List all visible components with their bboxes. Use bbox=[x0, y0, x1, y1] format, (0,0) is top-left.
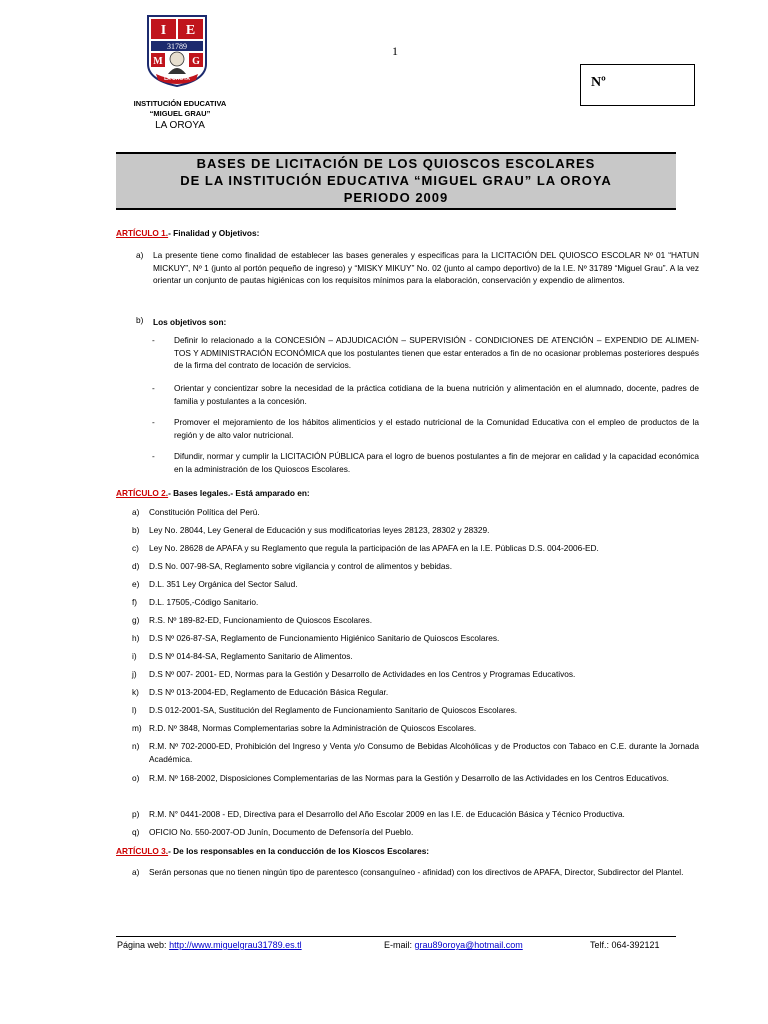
article1-title: - Finalidad y Objetivos: bbox=[168, 228, 260, 238]
legal-marker: j) bbox=[132, 669, 137, 679]
legal-item: D.S Nº 014-84-SA, Reglamento Sanitario de Alimentos. bbox=[149, 651, 353, 661]
footer-web bbox=[117, 940, 302, 951]
legal-item: R.M. N° 0441-2008 - ED, Directiva para el Desarrollo del Año Escolar 2009 en las I.E. de Educación Básica y Técnico Productiva. bbox=[149, 809, 625, 819]
legal-marker: d) bbox=[132, 561, 140, 571]
legal-marker: m) bbox=[132, 723, 142, 733]
article2-label: ARTÍCULO 2. bbox=[116, 488, 169, 498]
footer-email-label: E-mail: bbox=[384, 940, 413, 950]
article3-a-marker: a) bbox=[132, 867, 140, 877]
crest-letter: E bbox=[185, 23, 196, 38]
legal-marker: h) bbox=[132, 633, 140, 643]
legal-marker: i) bbox=[132, 651, 137, 661]
legal-marker: k) bbox=[132, 687, 139, 697]
website-link[interactable]: http://www.miguelgrau31789.es.tl bbox=[169, 940, 302, 950]
objective-item: Promover el mejoramiento de los hábitos alimenticios y el estado nutricional de la Comunidad Educativa con el empleo de productos de la región y de alto valor nutricional. bbox=[174, 417, 699, 440]
crest-letter: G bbox=[192, 56, 200, 67]
number-box-label: Nº bbox=[591, 75, 606, 90]
legal-item: OFICIO No. 550-2007-OD Junín, Documento de Defensoría del Pueblo. bbox=[149, 827, 414, 837]
crest-letter: I bbox=[160, 23, 167, 38]
legal-marker: e) bbox=[132, 579, 140, 589]
legal-item: D.S No. 007-98-SA, Reglamento sobre vigilancia y control de alimentos y bebidas. bbox=[149, 561, 452, 571]
legal-marker: g) bbox=[132, 615, 140, 625]
legal-marker: c) bbox=[132, 543, 139, 553]
legal-item: Ley No. 28044, Ley General de Educación y sus modificatorias leyes 28123, 28302 y 28329. bbox=[149, 525, 490, 535]
article1-b-heading: Los objetivos son: bbox=[153, 317, 227, 327]
legal-item: D.S Nº 013-2004-ED, Reglamento de Educación Básica Regular. bbox=[149, 687, 389, 697]
page-number: 1 bbox=[392, 44, 398, 58]
institution-line2: “MIGUEL GRAU” bbox=[149, 109, 211, 118]
school-crest-logo bbox=[146, 14, 208, 88]
article3-label: ARTÍCULO 3. bbox=[116, 846, 169, 856]
legal-item: D.L. 17505,-Código Sanitario. bbox=[149, 597, 259, 607]
legal-item: D.S Nº 026-87-SA, Reglamento de Funcionamiento Higiénico Sanitario de Quioscos Escolares. bbox=[149, 633, 500, 643]
objective-bullet: - bbox=[152, 417, 155, 427]
footer-phone: Telf.: 064-392121 bbox=[590, 940, 660, 950]
article1-a-text: La presente tiene como finalidad de establecer las bases generales y especificas para la LICITACIÓN DEL QUIOSCO ESCOLAR Nº 01 “HATUN MICKUY”, Nº 1 (junto al portón pequeño de ingreso) y “MISKY MIKUY” No. 02 (junto al campo deportivo) de la I.E. Nº 31789 “Miguel Grau”. A la vez orientar un conjunto de pautas higiénicas con los requisitos mínimos para la elaboración, conservación y expendio de alimentos. bbox=[153, 250, 699, 285]
legal-item: R.D. Nº 3848, Normas Complementarias sobre la Administración de Quioscos Escolares. bbox=[149, 723, 477, 733]
objective-bullet: - bbox=[152, 451, 155, 461]
article3-heading bbox=[116, 845, 429, 858]
article2-title: - Bases legales.- Está amparado en: bbox=[168, 488, 310, 498]
crest-ribbon-text: LA OROYA bbox=[164, 76, 190, 82]
crest-number: 31789 bbox=[167, 42, 187, 51]
legal-item: D.S Nº 007- 2001- ED, Normas para la Gestión y Desarrollo de Actividades en los Centros y Programas Educativos. bbox=[149, 669, 576, 679]
article2-heading bbox=[116, 487, 310, 500]
crest-letter: M bbox=[153, 56, 163, 67]
legal-marker: n) bbox=[132, 741, 140, 751]
institution-line1: INSTITUCIÓN EDUCATIVA bbox=[133, 99, 227, 108]
legal-marker: f) bbox=[132, 597, 138, 607]
legal-item: R.M. Nº 702-2000-ED, Prohibición del Ingreso y Venta y/o Consumo de Bebidas Alcohólicas y de Productos con Tabaco en C.E. durante la Jornada Académica. bbox=[149, 741, 699, 764]
legal-item: D.L. 351 Ley Orgánica del Sector Salud. bbox=[149, 579, 298, 589]
legal-item: R.M. Nº 168-2002, Disposiciones Complementarias de las Normas para la Gestión y Desarrollo de las Actividades en los Centros Educativos. bbox=[149, 773, 669, 783]
number-box bbox=[580, 64, 695, 106]
institution-name bbox=[120, 99, 240, 119]
article3-a-text: Serán personas que no tienen ningún tipo de parentesco (consanguíneo - afinidad) con los directivos de APAFA, Director, Subdirector del Plantel. bbox=[149, 867, 684, 877]
legal-item: D.S 012-2001-SA, Sustitución del Reglamento de Funcionamiento Sanitario de Quioscos Escolares. bbox=[149, 705, 518, 715]
article1-b-marker: b) bbox=[136, 315, 144, 325]
footer-web-label: Página web: bbox=[117, 940, 167, 950]
objective-item: Orientar y concientizar sobre la necesidad de la práctica cotidiana de la buena nutrición y alimentación en el alumnado, docente, padres de familia y postulantes a la concesión. bbox=[174, 383, 699, 406]
article1-label: ARTÍCULO 1. bbox=[116, 228, 169, 238]
objective-bullet: - bbox=[152, 335, 155, 345]
legal-item: Ley No. 28628 de APAFA y su Reglamento que regula la participación de las APAFA en la I.E. Públicas D.S. 004-2006-ED. bbox=[149, 543, 599, 553]
institution-city: LA OROYA bbox=[155, 120, 205, 131]
objective-item: Definir lo relacionado a la CONCESIÓN – ADJUDICACIÓN – SUPERVISIÓN - CONDICIONES DE ATENCIÓN – EXPENDIO DE ALIMEN-TOS Y ADMINISTRACIÓN ECONÓMICA que los postulantes tienen que estar enterados a fin de no ocasionar problemas posteriores después de la firma del contrato de locación de servicios. bbox=[174, 335, 699, 370]
legal-marker: p) bbox=[132, 809, 140, 819]
title-line2: DE LA INSTITUCIÓN EDUCATIVA “MIGUEL GRAU” LA OROYA bbox=[180, 173, 612, 188]
legal-item: Constitución Política del Perú. bbox=[149, 507, 260, 517]
title-line3: PERIODO 2009 bbox=[343, 190, 449, 205]
legal-marker: q) bbox=[132, 827, 140, 837]
legal-marker: a) bbox=[132, 507, 140, 517]
objective-bullet: - bbox=[152, 383, 155, 393]
article1-a-marker: a) bbox=[136, 250, 144, 260]
footer-divider bbox=[116, 936, 676, 937]
objective-item: Difundir, normar y cumplir la LICITACIÓN PÚBLICA para el logro de buenos postulantes a fin de mejorar en calidad y la capacidad económica en la administración de los Quioscos Escolares. bbox=[174, 451, 699, 474]
email-link[interactable]: grau89oroya@hotmail.com bbox=[414, 940, 523, 950]
footer-email bbox=[384, 940, 523, 951]
legal-marker: b) bbox=[132, 525, 140, 535]
title-line1: BASES DE LICITACIÓN DE LOS QUIOSCOS ESCOLARES bbox=[196, 156, 596, 171]
article1-heading bbox=[116, 227, 259, 240]
article3-title: - De los responsables en la conducción de los Kioscos Escolares: bbox=[168, 846, 430, 856]
document-title bbox=[116, 152, 676, 210]
legal-item: R.S. Nº 189-82-ED, Funcionamiento de Quioscos Escolares. bbox=[149, 615, 372, 625]
legal-marker: o) bbox=[132, 773, 140, 783]
legal-marker: l) bbox=[132, 705, 137, 715]
